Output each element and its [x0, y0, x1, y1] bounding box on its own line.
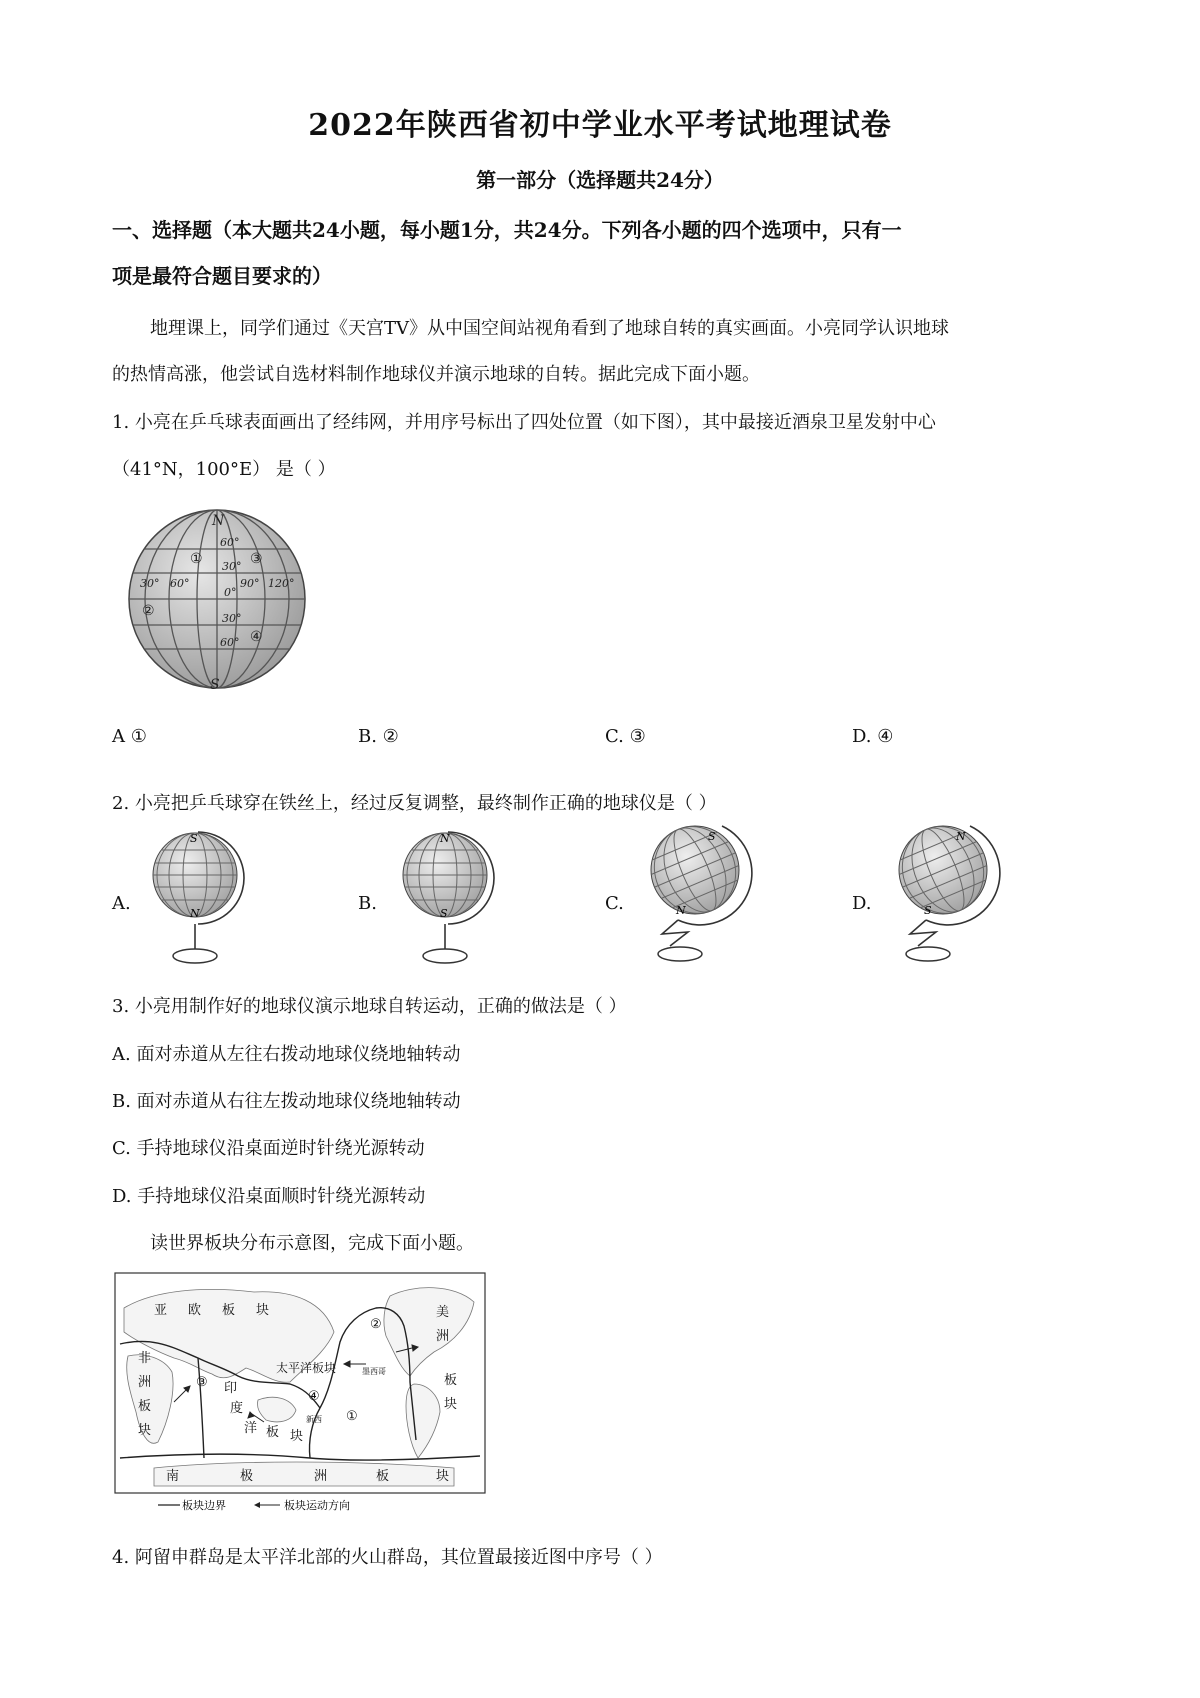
q2-globe-b-bottom: S — [440, 907, 448, 920]
q1-option-c[interactable]: C. ③ — [605, 726, 646, 747]
q1-marker-4: ④ — [250, 629, 263, 645]
q2-globe-c-bottom: N — [676, 904, 686, 917]
q1-pole-n: N — [212, 513, 225, 529]
q2-globe-d-bottom: S — [924, 904, 932, 917]
q3-option-c[interactable]: C. 手持地球仪沿桌面逆时针绕光源转动 — [112, 1138, 425, 1159]
q2-option-b[interactable]: B. — [358, 893, 377, 914]
intro-line1: 地理课上，同学们通过《天宫TV》从中国空间站视角看到了地球自转的真实画面。小亮同学认识地球 — [150, 318, 950, 339]
question-4-line1: 4. 阿留申群岛是太平洋北部的火山群岛，其位置最接近图中序号（ ） — [112, 1547, 663, 1568]
q1-lon-label: 90° — [240, 577, 260, 590]
map-plate-indo: 印 — [224, 1381, 238, 1396]
legend-motion-label: 板块运动方向 — [284, 1499, 350, 1512]
q1-marker-3: ③ — [250, 551, 263, 567]
q2-globe-c — [640, 822, 760, 972]
q2-globe-b-top: N — [440, 832, 450, 845]
legend-boundary-label: 板块边界 — [182, 1499, 226, 1512]
q1-lat-label: 30° — [222, 612, 242, 625]
map-plate-america: 美 — [436, 1305, 450, 1320]
q2-option-d[interactable]: D. — [852, 893, 872, 914]
q1-lon-label: 120° — [268, 577, 295, 590]
q1-option-a[interactable]: A ① — [112, 726, 147, 747]
map-plate-america: 洲 — [436, 1329, 450, 1344]
map-plate-africa: 洲 — [138, 1375, 152, 1390]
q3-option-d[interactable]: D. 手持地球仪沿桌面顺时针绕光源转动 — [112, 1186, 426, 1207]
question-1-line1: 1. 小亮在乒乓球表面画出了经纬网，并用序号标出了四处位置（如下图），其中最接近酒泉卫星发射中心 — [112, 412, 936, 433]
map-plate-indo: 洋 — [244, 1421, 258, 1436]
q1-option-b[interactable]: B. ② — [358, 726, 399, 747]
map-plate-pacific: 太平洋板块 — [276, 1361, 337, 1375]
map-plate-america: 板 — [444, 1373, 458, 1388]
question-1-line2: （41°N，100°E） 是（ ） — [112, 459, 336, 480]
map-plate-indo: 板 — [266, 1425, 280, 1440]
q1-lat-label: 0° — [224, 586, 237, 599]
q1-lon-label: 30° — [140, 577, 160, 590]
map-plate-africa: 块 — [138, 1423, 152, 1438]
part-title: 第一部分（选择题共24分） — [476, 168, 724, 192]
map-plate-indo: 度 — [230, 1401, 244, 1416]
q1-marker-2: ② — [142, 603, 155, 619]
intro-2: 读世界板块分布示意图，完成下面小题。 — [150, 1233, 474, 1254]
q2-option-c[interactable]: C. — [605, 893, 624, 914]
map-plate-antarctic: 板 — [376, 1469, 390, 1484]
map-plate-africa: 板 — [138, 1399, 152, 1414]
q1-globe-figure — [122, 505, 312, 693]
section-heading-line2: 项是最符合题目要求的） — [112, 264, 332, 288]
map-small-label: 墨西哥 — [362, 1367, 386, 1376]
map-plate-america: 块 — [444, 1397, 458, 1412]
intro-line2: 的热情高涨，他尝试自选材料制作地球仪并演示地球的自转。据此完成下面小题。 — [112, 364, 760, 385]
page-title: 2022年陕西省初中学业水平考试地理试卷 — [308, 108, 892, 143]
map-plate-indo: 块 — [290, 1429, 304, 1444]
map-plate-antarctic: 块 — [436, 1469, 450, 1484]
section-heading-line1: 一、选择题（本大题共24小题，每小题1分，共24分。下列各小题的四个选项中，只有一 — [112, 218, 902, 242]
world-plate-map — [114, 1272, 486, 1494]
q2-globe-c-top: S — [708, 830, 716, 843]
q3-option-b[interactable]: B. 面对赤道从右往左拨动地球仪绕地轴转动 — [112, 1091, 461, 1112]
map-plate-antarctic: 洲 — [314, 1469, 328, 1484]
q2-globe-d — [888, 822, 1008, 972]
map-legend — [156, 1496, 456, 1514]
map-plate-africa: 非 — [138, 1351, 152, 1366]
q1-marker-1: ① — [190, 551, 203, 567]
q1-lat-label: 30° — [222, 560, 242, 573]
q1-lon-label: 60° — [170, 577, 190, 590]
q2-globe-b — [400, 830, 510, 970]
q3-option-a[interactable]: A. 面对赤道从左往右拨动地球仪绕地轴转动 — [112, 1044, 461, 1065]
q2-globe-a-top: S — [190, 832, 198, 845]
q1-option-d[interactable]: D. ④ — [852, 726, 894, 747]
map-small-label: 新西 — [306, 1415, 322, 1424]
map-plate-antarctic: 极 — [240, 1469, 254, 1484]
q1-lat-label: 60° — [220, 536, 240, 549]
map-marker-1: ① — [346, 1409, 358, 1424]
question-3-line1: 3. 小亮用制作好的地球仪演示地球自转运动，正确的做法是（ ） — [112, 996, 627, 1017]
map-plate-eurasia: 板 — [222, 1303, 236, 1318]
map-marker-4: ④ — [308, 1389, 320, 1404]
map-marker-2: ② — [370, 1317, 382, 1332]
map-plate-antarctic: 南 — [166, 1469, 180, 1484]
q2-globe-d-top: N — [956, 830, 966, 843]
question-2-line1: 2. 小亮把乒乓球穿在铁丝上，经过反复调整，最终制作正确的地球仪是（ ） — [112, 793, 717, 814]
map-plate-eurasia: 块 — [256, 1303, 270, 1318]
q2-globe-a — [150, 830, 260, 970]
map-plate-eurasia: 欧 — [188, 1303, 202, 1318]
q1-lat-label: 60° — [220, 636, 240, 649]
map-plate-eurasia: 亚 — [154, 1303, 168, 1318]
q2-option-a[interactable]: A. — [112, 893, 131, 914]
q2-globe-a-bottom: N — [190, 907, 200, 920]
q1-pole-s: S — [210, 677, 220, 693]
map-marker-3: ③ — [196, 1375, 208, 1390]
